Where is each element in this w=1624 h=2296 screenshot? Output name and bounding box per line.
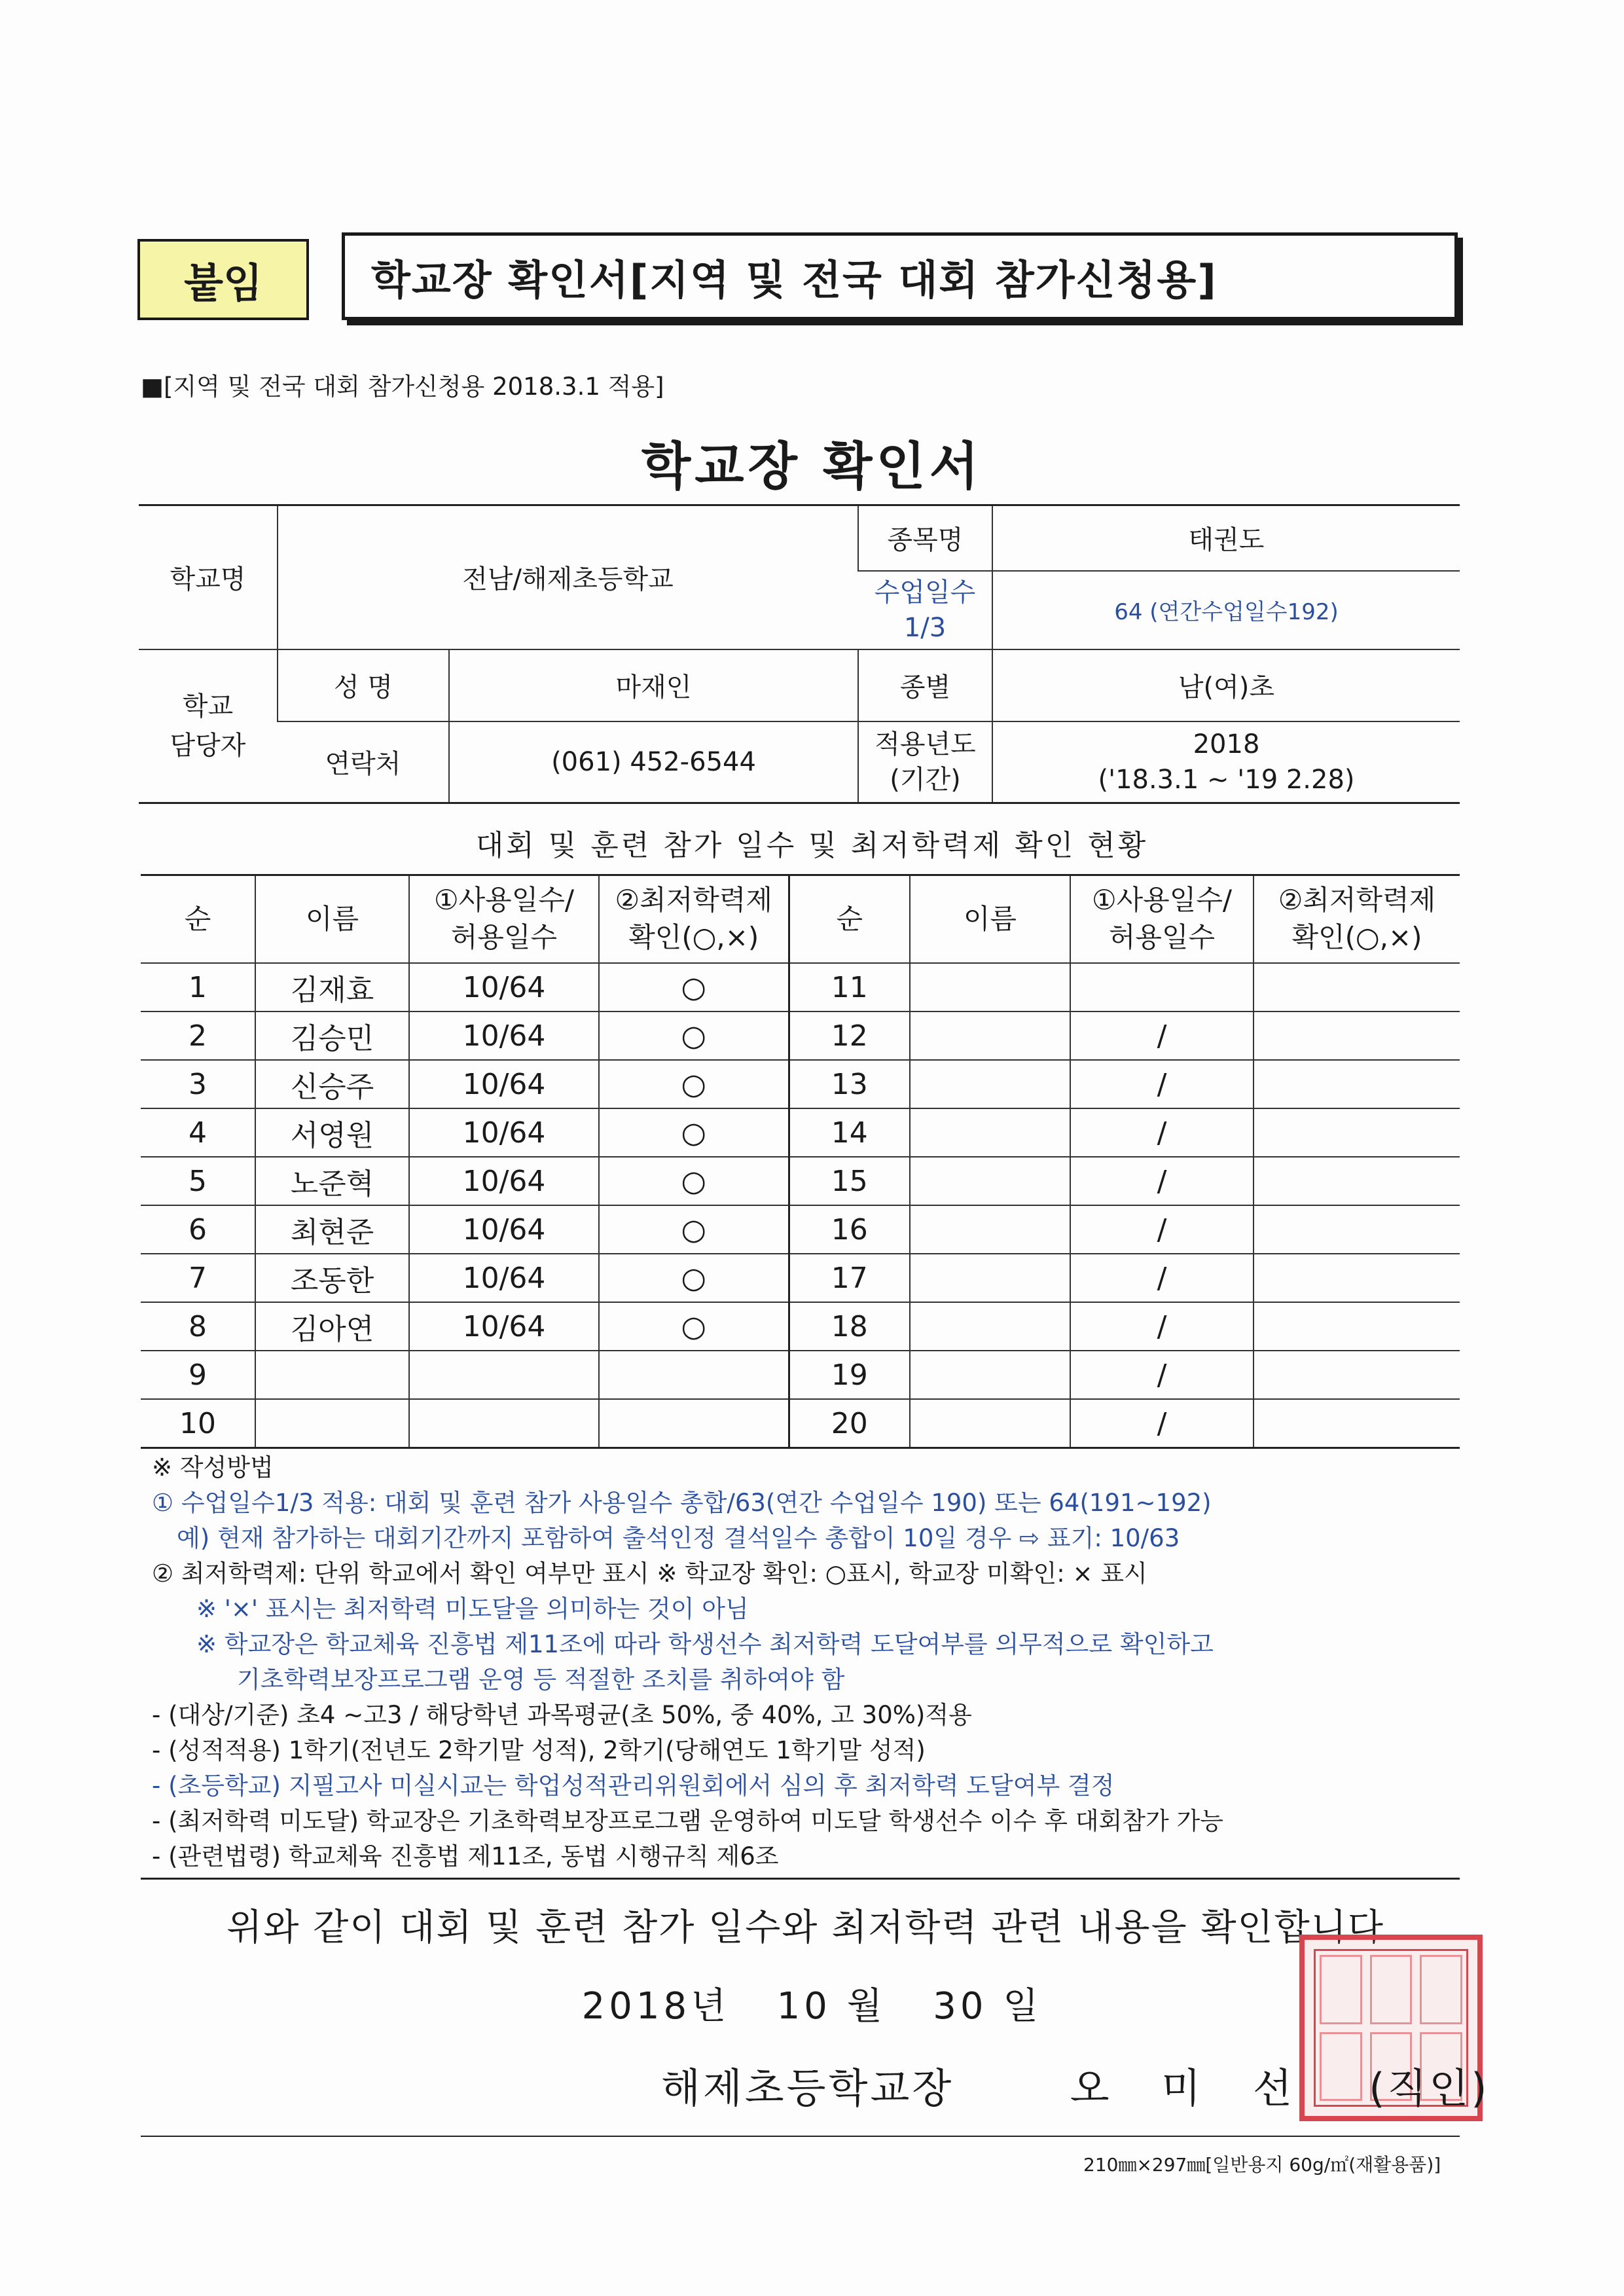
row-number: 2 [141,1011,255,1060]
section-title: 대회 및 훈련 참가 일수 및 최저학력제 확인 현황 [475,829,1149,862]
academic-check: ○ [599,963,789,1011]
student-name [910,1302,1070,1351]
row-number: 12 [789,1011,910,1060]
days-used: / [1070,1205,1254,1254]
student-name [910,1108,1070,1157]
academic-check [1254,1302,1460,1351]
instructions [152,1450,1223,1874]
instruction-line: ※ 작성방법 [152,1453,274,1482]
student-name: 최현준 [255,1205,409,1254]
row-number: 11 [789,963,910,1011]
date-year: 2018년 [581,1985,731,2028]
header-days: ①사용일수/ 허용일수 [409,875,599,964]
instruction-line: - (대상/기준) 초4 ~고3 / 해당학년 과목평균(초 50%, 중 40%, 고 30%)적용 [152,1701,972,1729]
days-used: 10/64 [409,1157,599,1205]
student-name [910,1399,1070,1448]
category-value: 남(여)초 [992,649,1460,721]
row-number: 9 [141,1351,255,1399]
participation-table [141,874,1460,1449]
student-name [910,1157,1070,1205]
footer-divider [141,2136,1460,2137]
row-number: 16 [789,1205,910,1254]
category-label: 종별 [858,649,992,721]
student-name: 신승주 [255,1060,409,1108]
days-used: / [1070,1157,1254,1205]
student-name: 노준혁 [255,1157,409,1205]
academic-check: ○ [599,1157,789,1205]
student-name [255,1399,409,1448]
row-number: 8 [141,1302,255,1351]
student-name [910,963,1070,1011]
instruction-line: - (관련법령) 학교체육 진흥법 제11조, 동법 시행규칙 제6조 [152,1842,779,1870]
academic-check: ○ [599,1302,789,1351]
row-number: 20 [789,1399,910,1448]
header-name: 이름 [255,875,409,964]
student-name: 김아연 [255,1302,409,1351]
days-used: / [1070,1254,1254,1302]
row-number: 6 [141,1205,255,1254]
table-row [141,1011,1460,1060]
table-row [141,1254,1460,1302]
student-name [910,1205,1070,1254]
student-name: 조동한 [255,1254,409,1302]
date-day: 30 일 [933,1985,1043,2028]
days-used [1070,963,1254,1011]
table-row [141,1205,1460,1254]
days-used: / [1070,1302,1254,1351]
instruction-line: - (최저학력 미도달) 학교장은 기초학력보장프로그램 운영하여 미도달 학생선수 이수 후 대회참가 가능 [152,1807,1224,1835]
student-name: 김승민 [255,1011,409,1060]
academic-check [1254,1254,1460,1302]
row-number: 18 [789,1302,910,1351]
table-row [141,1399,1460,1448]
contact-person-label: 학교 담당자 [139,649,278,803]
student-name [910,1254,1070,1302]
table-row [141,1060,1460,1108]
instruction-line: ※ '×' 표시는 최저학력 미도달을 의미하는 것이 아님 [196,1595,749,1623]
student-name [255,1351,409,1399]
header-days: ①사용일수/ 허용일수 [1070,875,1254,964]
table-row [141,963,1460,1011]
attachment-tag: 붙임 [137,239,309,320]
row-number: 3 [141,1060,255,1108]
days-used: / [1070,1399,1254,1448]
year-label: 적용년도 (기간) [858,721,992,803]
instruction-line: ① 수업일수1/3 적용: 대회 및 훈련 참가 사용일수 총합/63(연간 수업일수 190) 또는 64(191~192) [152,1489,1212,1517]
school-name-label: 학교명 [139,505,278,649]
row-number: 17 [789,1254,910,1302]
instruction-line: 예) 현재 참가하는 대회기간까지 포함하여 출석인정 결석일수 총합이 10일 경우 ⇨ 표기: 10/63 [177,1524,1180,1552]
table-row [141,1157,1460,1205]
academic-check [1254,963,1460,1011]
academic-check [1254,1351,1460,1399]
days-used: 10/64 [409,1060,599,1108]
header-title: 학교장 확인서[지역 및 전국 대회 참가신청용] [342,232,1458,320]
days-used: 10/64 [409,1254,599,1302]
signer-name: 오 미 선 [1070,2064,1312,2112]
academic-check: ○ [599,1060,789,1108]
name-label: 성 명 [278,649,449,721]
paper-spec: 210㎜×297㎜[일반용지 60g/㎡(재활용품)] [1083,2154,1441,2176]
class-days-label: 수업일수 1/3 [858,571,992,649]
days-used: 10/64 [409,1011,599,1060]
header-no: 순 [141,875,255,964]
student-name [910,1351,1070,1399]
name-value: 마재인 [449,649,858,721]
seal-label: (직인) [1369,2064,1490,2112]
signature-line [661,2056,1489,2114]
table-row [141,1302,1460,1351]
header-no: 순 [789,875,910,964]
days-used: 10/64 [409,1205,599,1254]
student-name [910,1011,1070,1060]
row-number: 7 [141,1254,255,1302]
days-used: 10/64 [409,1302,599,1351]
days-used: / [1070,1011,1254,1060]
school-name-value: 전남/해제초등학교 [278,505,858,649]
academic-check: ○ [599,1011,789,1060]
student-name: 김재효 [255,963,409,1011]
row-number: 4 [141,1108,255,1157]
phone-label: 연락처 [278,721,449,803]
days-used: 10/64 [409,963,599,1011]
instruction-line: 기초학력보장프로그램 운영 등 적절한 조치를 취하여야 함 [237,1666,845,1694]
phone-value: (061) 452-6544 [449,721,858,803]
header-check: ②최저학력제 확인(○,×) [599,875,789,964]
divider [141,1878,1460,1880]
academic-check [1254,1157,1460,1205]
school-info-table [139,504,1460,804]
date-month: 10 월 [776,1985,886,2028]
academic-check: ○ [599,1254,789,1302]
days-used [409,1351,599,1399]
row-number: 14 [789,1108,910,1157]
signer-title: 해제초등학교장 [661,2064,954,2112]
days-used: / [1070,1351,1254,1399]
instruction-line: - (성적적용) 1학기(전년도 2학기말 성적), 2학기(당해연도 1학기말 성적) [152,1736,926,1764]
row-number: 19 [789,1351,910,1399]
days-used: / [1070,1060,1254,1108]
table-row [141,1108,1460,1157]
header-check: ②최저학력제 확인(○,×) [1254,875,1460,964]
confirmation-statement: 위와 같이 대회 및 훈련 참가 일수와 최저학력 관련 내용을 확인합니다. [226,1906,1398,1949]
academic-check [1254,1011,1460,1060]
row-number: 13 [789,1060,910,1108]
sport-label: 종목명 [858,505,992,571]
academic-check [1254,1399,1460,1448]
row-number: 5 [141,1157,255,1205]
row-number: 10 [141,1399,255,1448]
instruction-line: ※ 학교장은 학교체육 진흥법 제11조에 따라 학생선수 최저학력 도달여부를 의무적으로 확인하고 [196,1630,1214,1658]
days-used: 10/64 [409,1108,599,1157]
sport-value: 태권도 [992,505,1460,571]
table-row [141,1351,1460,1399]
instruction-line: ② 최저학력제: 단위 학교에서 확인 여부만 표시 ※ 학교장 확인: ○표시, 학교장 미확인: × 표시 [152,1559,1147,1588]
academic-check: ○ [599,1205,789,1254]
days-used [409,1399,599,1448]
document-title: 학교장 확인서 [641,437,983,496]
academic-check [599,1351,789,1399]
academic-check [1254,1205,1460,1254]
academic-check: ○ [599,1108,789,1157]
student-name [910,1060,1070,1108]
year-value: 2018 ('18.3.1 ~ '19 2.28) [992,721,1460,803]
header-name: 이름 [910,875,1070,964]
academic-check [599,1399,789,1448]
days-used: / [1070,1108,1254,1157]
row-number: 1 [141,963,255,1011]
academic-check [1254,1108,1460,1157]
student-name: 서영원 [255,1108,409,1157]
form-subheading: ■[지역 및 전국 대회 참가신청용 2018.3.1 적용] [141,373,664,401]
academic-check [1254,1060,1460,1108]
row-number: 15 [789,1157,910,1205]
class-days-value: 64 (연간수업일수192) [992,571,1460,649]
instruction-line: - (초등학교) 지필고사 미실시교는 학업성적관리위원회에서 심의 후 최저학력 도달여부 결정 [152,1772,1115,1800]
